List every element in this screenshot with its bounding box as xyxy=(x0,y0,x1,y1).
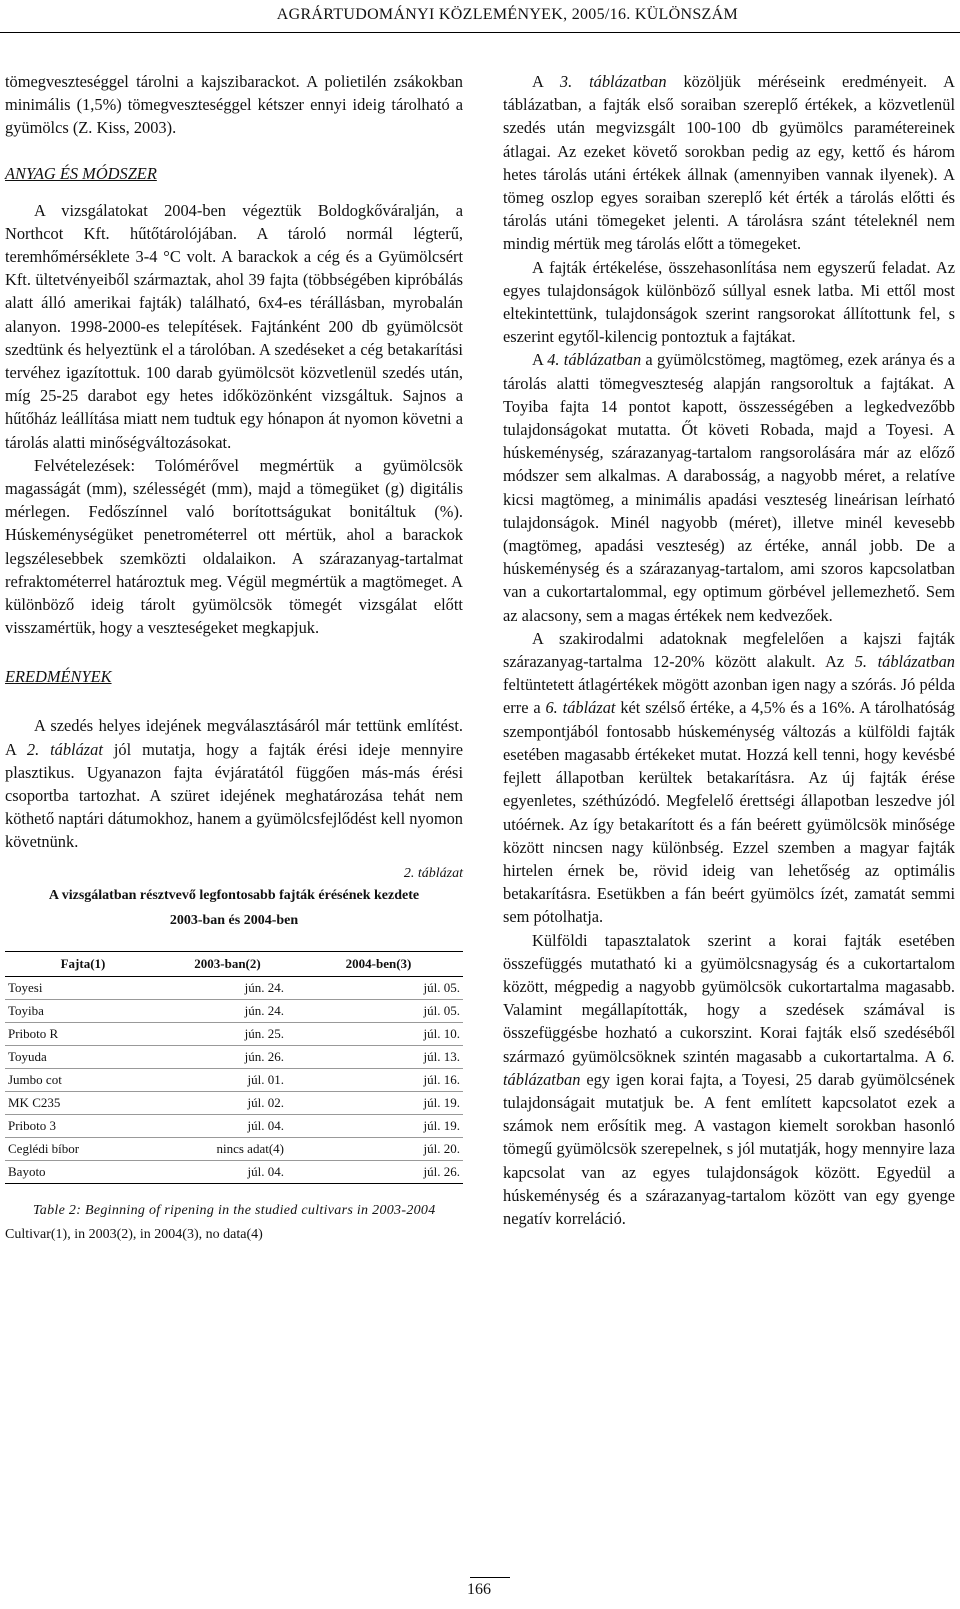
table-row: Priboto R jún. 25. júl. 10. xyxy=(5,1022,463,1045)
table-row: Toyuda jún. 26. júl. 13. xyxy=(5,1045,463,1068)
footer-rule xyxy=(470,1577,510,1578)
table-row: Toyesi jún. 24. júl. 05. xyxy=(5,976,463,999)
paragraph-measurements: Felvételezések: Tolómérővel megmértük a gyümölcsök magasságát (mm), szélességét (mm), majd a tömegüket (g) digitális mérlegen. Fedőszínnel való borítottságukat bonitáltuk (%). Húskeménységüket penetrométerrel ott mértük, ahol a barackok legszélesebbek szemközti oldalaikon. A szárazanyag-tartalmat refraktométerrel határoztuk meg. Végül megmértük a magtömeget. A különböző ideig tárolt gyümölcsök tömegét vizsgálat előtt visszamértük, hogy a veszteségeket megkapjuk. xyxy=(5,455,463,638)
ripening-table xyxy=(5,951,463,1184)
page-header xyxy=(0,2,960,33)
table-row: Jumbo cot júl. 01. júl. 16. xyxy=(5,1068,463,1091)
section-heading-methods: ANYAG ÉS MÓDSZER xyxy=(5,163,157,183)
page-number: 166 xyxy=(467,1581,491,1598)
left-column xyxy=(5,70,463,1246)
table-caption-english: Table 2: Beginning of ripening in the studied cultivars in 2003-2004 xyxy=(33,1202,436,1218)
table-header-2003: 2003-ban(2) xyxy=(161,951,294,976)
paragraph-foreign-experience: Külföldi tapasztalatok szerint a korai fajták esetében összefüggés mutatható ki a gyümölcsnagyság és a cukortartalom között, mégpedig a nagyobb gyümölcsök cukortartalma magasabb. Valamint megállapították, hogy a szedések számával is összefüggésbe hozható a cukorszint. Korai fajták első szedéséből származó gyümölcsöknek szintén magasabb a cukortartalma. A 6. táblázatban egy igen korai fajta, a Toyesi, 25 darab gyümölcsének tulajdonságait mutatjuk be. A fent említett kapcsolatot ezek a számok nem erősítik meg. A vastagon kiemelt sorokban hasonló tömegű gyümölcsök szerepelnek, s jól mutatják, hogy mennyire laza kapcsolat van az egyes tulajdonságok között. Egyedül a húskeménység és a szárazanyag-tartalom között van egy gyenge negatív korreláció. xyxy=(503,930,955,1228)
table-legend: Cultivar(1), in 2003(2), in 2004(3), no data(4) xyxy=(5,1226,263,1242)
journal-header: AGRÁRTUDOMÁNYI KÖZLEMÉNYEK, 2005/16. KÜLÖNSZÁM xyxy=(276,6,738,23)
table-row: Ceglédi bíbor nincs adat(4) júl. 20. xyxy=(5,1137,463,1160)
table-reference: 2. táblázat xyxy=(26,739,103,759)
paragraph-evaluation: A fajták értékelése, összehasonlítása nem egyszerű feladat. Az egyes tulajdonságok különböző súllyal esnek latba. Mi ettől most eltekintettünk, tulajdonságok szerint rangsorokat állítottunk fel, s eszerint egytől-kilencig pontoztuk a fajtákat. xyxy=(503,257,955,347)
table-row: Priboto 3 júl. 04. júl. 19. xyxy=(5,1114,463,1137)
table-header-2004: 2004-ben(3) xyxy=(294,951,463,976)
table-row: Bayoto júl. 04. júl. 26. xyxy=(5,1160,463,1183)
paragraph-dry-matter: A szakirodalmi adatoknak megfelelően a kajszi fajták szárazanyag-tartalma 12-20% között alakult. Az 5. táblázatban feltüntetett átlagértékek mögött azonban igen nagy a szórás. Jó példa erre a 6. táblázat két szélső értéke, a 4,5% és a 16%. A tárolhatóság szempontjából fontosabb húskeménység változás a külföldi fajták esetében magasabb értékeket mutat. Hozzá kell tenni, hogy kevésbé fejlett állapotban kerültek betakarításra. Az új fajták érése egyenletes, széthúzódó. Megfelelő érettségi állapotban leszedve jól utóérnek. Az így betakarított és a fán beérett gyümölcsök minősége között nincsen nagy különbség. Ezzel szemben a magyar fajták hirtelen érnek be, rövid ideig van lehetőség az optimális betakarításra. Esetükben a fán beért gyümölcs ízét, zamatát semmi sem pótolhatja. xyxy=(503,628,955,927)
paragraph-table4: A 4. táblázatban a gyümölcstömeg, magtömeg, ezek aránya és a tárolás alatti tömegveszteség alapján rangsoroltuk a fajtákat. A Toyiba fajta 14 pontot kapott, összességében a legkedvezőbb tulajdonságokat mutatta. Őt követi Robada, majd a Toyesi. A húskeménység, szárazanyag-tartalom rangsorolására már az előző módszer sem alkalmas. A darabosság, a nagyobb méret, a relatíve kicsi magtömeg, a minimális apadási veszteség lineárisan leírható tulajdonságok. Minél nagyobb (méret), illetve minél kevesebb (magtömeg, apadási veszteség) az értéke, annál jobb. De a húskeménység és a szárazanyag-tartalom, ami szoros kapcsolatban van a cukortartalommal, egy optimum görbével jellemezhető. Sem az alacsony, sem a magas értékek nem kedvezőek. xyxy=(503,350,955,625)
right-column xyxy=(503,70,955,1230)
table-row: MK C235 júl. 02. júl. 19. xyxy=(5,1091,463,1114)
table-reference: 4. táblázatban xyxy=(547,350,642,370)
paragraph-results-intro: A szedés helyes idejének megválasztásáról már tettünk említést. A 2. táblázat jól mutatja, hogy a fajták érési ideje mennyire plasztikus. Ugyanazon fajta évjáratától függően más-más érési csoportba tartozhat. A szüret idejének meghatározása tehát nem köthető naptári dátumokhoz, hanem a gyümölcsfejlődést kell nyomon követnünk. xyxy=(5,716,463,852)
paragraph-table3: A 3. táblázatban közöljük méréseink eredményeit. A táblázatban, a fajták első soraiban szereplő értékek, a közvetlenül szedés után megvizsgált 100-100 db gyümölcs paramétereinek átlagai. Az ezeket követő sorokban pedig az egy, kettő és három hetes tárolás utáni értékek állnak (amennyiben vannak ilyenek). A tömeg oszlop egyes soraiban szereplő két érték a tárolás előtti és tárolás utáni tömegeket jelenti. A tárolásra szánt tételeknél nem mindig mértük meg tárolás előtt a tömegeket. xyxy=(503,72,955,254)
section-heading-results: EREDMÉNYEK xyxy=(5,667,112,687)
table-reference: 5. táblázatban xyxy=(854,652,955,672)
paragraph-methods: A vizsgálatokat 2004-ben végeztük Boldogkőváralján, a Northcot Kft. hűtőtárolójában. A tároló normál légterű, teremhőmérséklete 3-4 °C volt. A barackok a cég és a Gyümölcsért Kft. ültetvényeiből származtak, ahol 39 fajta (többségében kipróbálás alatt álló amerikai fajták) található, 6x4-es térállásban, myrobalán alanyon. 1998-2000-es telepítések. Fajtánként 200 db gyümölcsöt szedtünk és helyeztünk el a tárolóban. A szedéseket a cég betakarítási tervéhez igazítottuk. 100 darab gyümölcsöt közvetlenül szedés után, míg 25-25 darabot egy hetes időközönként vizsgáltuk. Sajnos a hűtőház leállítása miatt nem tudtuk egy hónapon át nyomon követni a tárolás alatti minőségváltozásokat. xyxy=(5,200,463,452)
paragraph-intro-end: tömegveszteséggel tárolni a kajszibarackot. A polietilén zsákokban minimális (1,5%) tömegveszteséggel kétszer ennyi ideig tárolható a gyümölcs (Z. Kiss, 2003). xyxy=(5,72,463,138)
table-number: 2. táblázat xyxy=(403,865,463,881)
table-reference: 6. táblázat xyxy=(545,698,616,718)
table-reference: 3. táblázatban xyxy=(559,72,667,91)
table-reference: 6. táblázatban xyxy=(503,1046,955,1089)
table-row: Toyiba jún. 24. júl. 05. xyxy=(5,999,463,1022)
table-header-cultivar: Fajta(1) xyxy=(5,951,161,976)
table-title: A vizsgálatban résztvevő legfontosabb fajták érésének kezdete 2003-ban és 2004-ben xyxy=(48,887,420,928)
